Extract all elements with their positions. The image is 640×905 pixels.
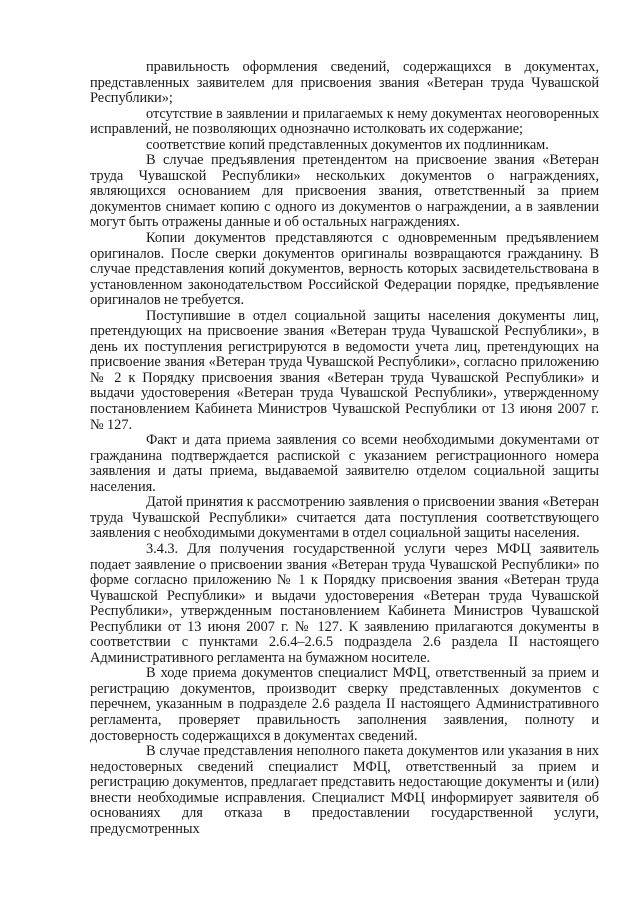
paragraph-copies-with-originals: Копии документов представляются с одновременным предъявлением оригиналов. После сверки документов оригиналы возвращаются гражданину. В случае представления копий документов, верность которых засвидетельствована в установленном законодательством Российской Федерации порядке, предъявление оригиналов не требуется. [90,230,599,309]
paragraph-multiple-awards: В случае предъявления претендентом на присвоение звания «Ветеран труда Чувашской Республики» нескольких документов о награждениях, являющихся основанием для присвоения звания, ответственный за прием документов снимает копию с одного из документов о награждении, а в заявлении могут быть отражены данные и об остальных награждениях. [90,152,599,231]
paragraph-no-corrections: отсутствие в заявлении и прилагаемых к нему документах неоговоренных исправлений, не позволяющих однозначно истолковать их содержание; [90,105,599,138]
paragraph-section-3-4-3: 3.4.3. Для получения государственной услуги через МФЦ заявитель подает заявление о присвоении звания «Ветеран труда Чувашской Республики» по форме согласно приложению № 1 к Порядку присвоения звания «Ветеран труда Чувашской Республики» и выдачи удостоверения «Ветеран труда Чувашской Республики», утвержденным постановлением Кабинета Министров Чувашской Республики от 13 июня 2007 г. № 127. К заявлению прилагаются документы в соответствии с пунктами 2.6.4–2.6.5 подраздела 2.6 раздела II настоящего Административного регламента на бумажном носителе. [90,540,599,666]
document-page [90,60,599,837]
paragraph-incomplete-package: В случае представления неполного пакета документов или указания в них недостоверных сведений специалист МФЦ, ответственный за прием и регистрацию документов, предлагает представить недостающие документы и (или) внести необходимые исправления. Специалист МФЦ информирует заявителя об основаниях для отказа в предоставлении государственной услуги, предусмотренных [90,743,599,837]
paragraph-copies-match: соответствие копий представленных документов их подлинникам. [146,136,549,153]
paragraph-mfc-reception: В ходе приема документов специалист МФЦ, ответственный за прием и регистрацию документов, производит сверку представленных документов с перечнем, указанным в подразделе 2.6 раздела II настоящего Административного регламента, проверяет правильность заполнения заявления, полноту и достоверность содержащихся в документах сведений. [90,665,599,744]
paragraph-registration: Поступившие в отдел социальной защиты населения документы лиц, претендующих на присвоение звания «Ветеран труда Чувашской Республики», в день их поступления регистрируются в ведомости учета лиц, претендующих на присвоение звания «Ветеран труда Чувашской Республики», согласно приложению № 2 к Порядку присвоения звания «Ветеран труда Чувашской Республики» и выдачи удостоверения «Ветеран труда Чувашской Республики», утвержденному постановлением Кабинета Министров Чувашской Республики от 13 июня 2007 г. № 127. [90,307,599,433]
paragraph-receipt: Факт и дата приема заявления со всеми необходимыми документами от гражданина подтверждается распиской с указанием регистрационного номера заявления и даты приема, выдаваемой заявителю отделом социальной защиты населения. [90,432,599,495]
paragraph-acceptance-date: Датой принятия к рассмотрению заявления о присвоении звания «Ветеран труда Чувашской Республики» считается дата поступления соответствующего заявления с необходимыми документами в отдел социальной защиты населения. [90,494,599,542]
paragraph-document-correctness: правильность оформления сведений, содержащихся в документах, представленных заявителем для присвоения звания «Ветеран труда Чувашской Республики»; [90,59,599,107]
